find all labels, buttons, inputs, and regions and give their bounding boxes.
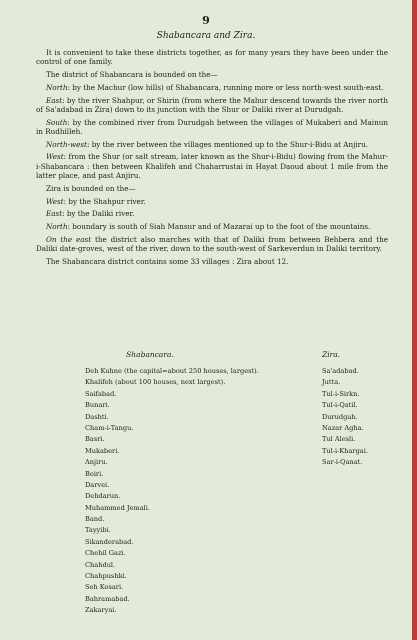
zira-village: Durudgah. [322, 412, 358, 421]
shabancara-village: Tayyibi. [85, 526, 111, 535]
shabancara-village: Dashti. [85, 412, 109, 421]
shabancara-village: Chahpushki. [85, 572, 127, 581]
shabancara-column [85, 350, 300, 617]
page-number: 9 [202, 14, 210, 27]
shabancara-heading: Shabancara. [126, 350, 174, 359]
zira-column [322, 350, 402, 469]
shabancara-village: Boiri. [85, 469, 104, 478]
boundary-shabancara-northwest: North-west: by the river between the villages mentioned up to the Shur-i-Bidu at Anjiru. [46, 139, 368, 149]
boundary-shabancara-north: North: by the Machur (low hills) of Shabancara, running more or less north-west south-east. [46, 82, 384, 92]
shabancara-village: Dehdarun. [85, 492, 121, 501]
shabancara-village: Seh Kosari. [85, 583, 124, 592]
shabancara-village: Darvei. [85, 480, 110, 489]
shabancara-village: Muhammed Jemali. [85, 503, 150, 512]
zira-village: Jutta. [322, 378, 341, 387]
shabancara-village: Khalifeh (about 100 houses, next largest). [85, 378, 226, 387]
shabancara-village: Chahdul. [85, 560, 116, 569]
boundary-shabancara-south: South: by the combined river from Durudgah between the villages of Mukaberi and Mainun in Rudhilleh. [36, 117, 388, 137]
east-note-paragraph: On the east the district also marches with that of Daliki from between Behbera and the Daliki date-groves, west of the river, down to the south-west of Sarkeverdun in Daliki territory. [36, 234, 388, 254]
shabancara-village: Bunari. [85, 401, 110, 410]
shabancara-village: Anjiru. [85, 458, 108, 467]
zira-village: Tul-i-Sirkn. [322, 389, 360, 398]
zira-village: Sa'adabad. [322, 367, 359, 375]
page-edge-binding [412, 0, 417, 640]
shabancara-village-list [85, 366, 300, 617]
shabancara-village: Chehil Gazi. [85, 549, 126, 558]
zira-village: Tul-i-Khargai. [322, 446, 368, 455]
zira-village: Tul Alesli. [322, 435, 356, 444]
body-text [36, 48, 388, 270]
shabancara-village: Sikanderabad. [85, 537, 134, 546]
shabancara-village: Zakaryai. [85, 606, 117, 615]
villages-summary: The Shabancara district contains some 33 villages : Zira about 12. [46, 256, 289, 266]
boundary-zira-west: West: by the Shahpur river. [46, 196, 146, 206]
shabancara-village: Basri. [85, 435, 105, 444]
boundary-shabancara-west: West: from the Shur (or salt stream, later known as the Shur-i-Bidu) flowing from the Mahur-i-Shabancara : then between Khalifeh and Chaharrustai in Hayat Daoud about 1 mile from the latter place, and past Anjiru. [36, 152, 388, 181]
boundary-shabancara-east: East: by the river Shahpur, or Shirin (from where the Mahur descend towards the river north of Sa'adabad in Zira) down to its junction with the Shur or Daliki river at Durudgah. [36, 95, 388, 114]
shabancara-village: Saifabad. [85, 389, 117, 398]
zira-village-list [322, 366, 402, 469]
shabancara-village: Mukaberi. [85, 446, 120, 455]
zira-heading: Zira. [322, 350, 341, 359]
zira-village: Nazar Agha. [322, 423, 364, 432]
shabancara-village: Bahramabad. [85, 594, 130, 603]
zira-village: Sar-i-Qanat. [322, 458, 363, 467]
boundary-zira-north: North: boundary is south of Siah Mansur and of Mazarai up to the foot of the mountains. [46, 222, 371, 232]
zira-village: Tul-i-Qatil. [322, 401, 358, 410]
zira-bounded-line: Zira is bounded on the— [46, 183, 136, 193]
shabancara-village: Cham-i-Tangu. [85, 423, 134, 432]
shabancara-bounded-line: The district of Shabancara is bounded on the— [46, 70, 218, 80]
shabancara-village: Band. [85, 515, 105, 524]
shabancara-village: Deh Kuhne (the capital=about 250 houses, largest). [85, 367, 259, 375]
section-title: Shabancara and Zira. [156, 31, 256, 41]
boundary-zira-east: East: by the Daliki river. [46, 209, 135, 219]
intro-paragraph: It is convenient to take these districts together, as for many years they have been under the control of one family. [36, 48, 388, 67]
